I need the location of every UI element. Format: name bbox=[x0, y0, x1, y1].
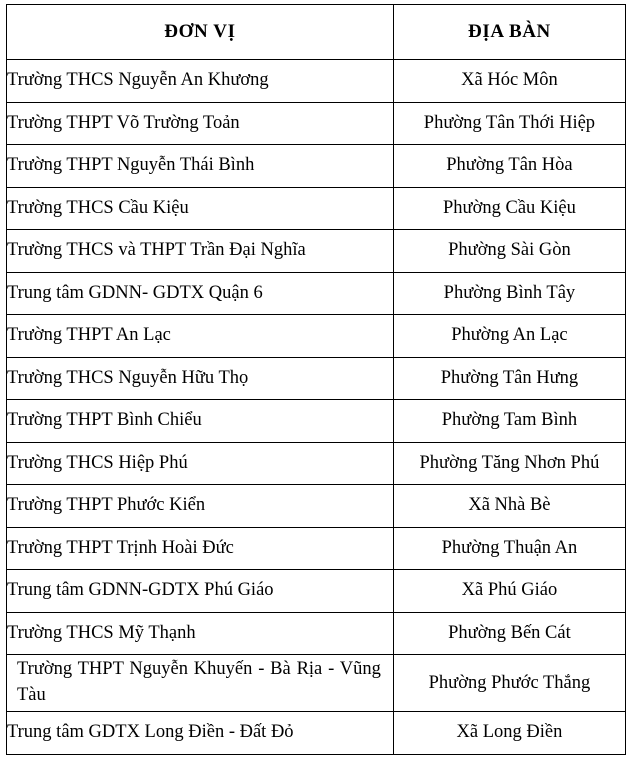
cell-area: Phường Bình Tây bbox=[393, 272, 625, 315]
column-header-area: ĐỊA BÀN bbox=[393, 5, 625, 60]
cell-area: Phường An Lạc bbox=[393, 315, 625, 358]
table-row bbox=[7, 712, 626, 755]
table-row bbox=[7, 612, 626, 655]
cell-area: Phường Tân Hòa bbox=[393, 145, 625, 188]
table-row bbox=[7, 187, 626, 230]
table-row bbox=[7, 230, 626, 273]
cell-area: Phường Phước Thắng bbox=[393, 655, 625, 712]
units-areas-table bbox=[6, 4, 626, 755]
cell-unit: Trường THPT Nguyễn Khuyến - Bà Rịa - Vũng Tàu bbox=[7, 655, 394, 712]
cell-unit: Trường THPT Bình Chiểu bbox=[7, 400, 394, 443]
cell-area: Phường Cầu Kiệu bbox=[393, 187, 625, 230]
table-row bbox=[7, 315, 626, 358]
table-row bbox=[7, 655, 626, 712]
cell-unit: Trường THCS Hiệp Phú bbox=[7, 442, 394, 485]
table-row bbox=[7, 357, 626, 400]
cell-unit: Trường THCS Nguyễn An Khương bbox=[7, 60, 394, 103]
table-row bbox=[7, 485, 626, 528]
cell-unit: Trung tâm GDTX Long Điền - Đất Đỏ bbox=[7, 712, 394, 755]
cell-area: Phường Tân Thới Hiệp bbox=[393, 102, 625, 145]
table-row bbox=[7, 272, 626, 315]
table-row bbox=[7, 442, 626, 485]
cell-area: Phường Tăng Nhơn Phú bbox=[393, 442, 625, 485]
cell-area: Xã Hóc Môn bbox=[393, 60, 625, 103]
table-row bbox=[7, 570, 626, 613]
cell-area: Phường Tân Hưng bbox=[393, 357, 625, 400]
cell-unit: Trường THCS Nguyễn Hữu Thọ bbox=[7, 357, 394, 400]
table-header bbox=[7, 5, 626, 60]
cell-unit: Trường THPT An Lạc bbox=[7, 315, 394, 358]
table-body bbox=[7, 60, 626, 755]
cell-area: Xã Phú Giáo bbox=[393, 570, 625, 613]
cell-unit: Trường THPT Nguyễn Thái Bình bbox=[7, 145, 394, 188]
cell-area: Xã Long Điền bbox=[393, 712, 625, 755]
cell-area: Phường Thuận An bbox=[393, 527, 625, 570]
cell-unit: Trường THCS Cầu Kiệu bbox=[7, 187, 394, 230]
cell-area: Xã Nhà Bè bbox=[393, 485, 625, 528]
table-header-row bbox=[7, 5, 626, 60]
table-row bbox=[7, 400, 626, 443]
cell-unit: Trường THPT Võ Trường Toản bbox=[7, 102, 394, 145]
cell-unit: Trường THPT Phước Kiển bbox=[7, 485, 394, 528]
table-row bbox=[7, 145, 626, 188]
table-row bbox=[7, 527, 626, 570]
cell-area: Phường Tam Bình bbox=[393, 400, 625, 443]
cell-area: Phường Bến Cát bbox=[393, 612, 625, 655]
column-header-unit: ĐƠN VỊ bbox=[7, 5, 394, 60]
cell-unit: Trung tâm GDNN-GDTX Phú Giáo bbox=[7, 570, 394, 613]
cell-area: Phường Sài Gòn bbox=[393, 230, 625, 273]
cell-unit: Trường THCS và THPT Trần Đại Nghĩa bbox=[7, 230, 394, 273]
cell-unit: Trường THPT Trịnh Hoài Đức bbox=[7, 527, 394, 570]
cell-unit: Trường THCS Mỹ Thạnh bbox=[7, 612, 394, 655]
cell-unit: Trung tâm GDNN- GDTX Quận 6 bbox=[7, 272, 394, 315]
table-row bbox=[7, 102, 626, 145]
table-row bbox=[7, 60, 626, 103]
